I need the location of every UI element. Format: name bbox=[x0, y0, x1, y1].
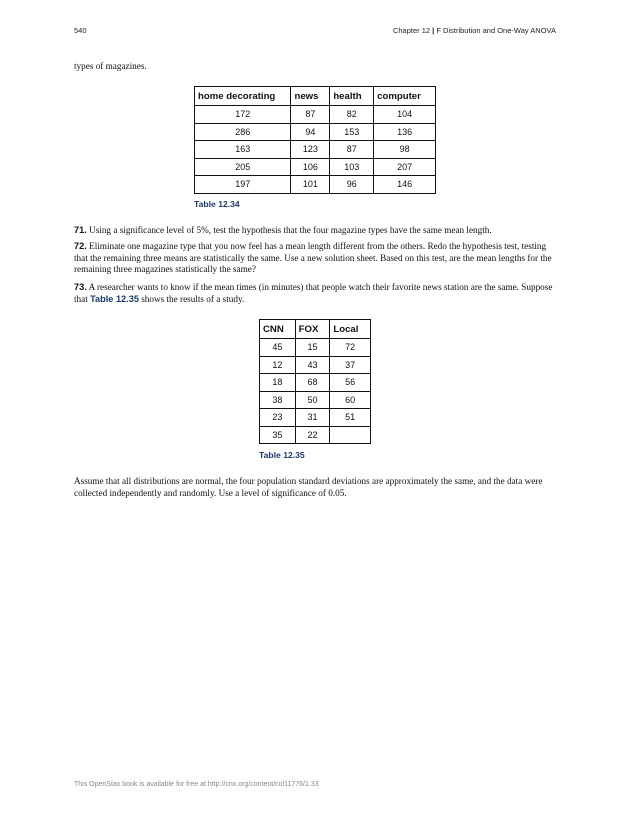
problem-73-number: 73. bbox=[74, 282, 87, 292]
closing-text: Assume that all distributions are normal, the four population standard deviations are approximately the same, and the data were collected independently and randomly. Use a level of significance of 0.05. bbox=[74, 476, 543, 498]
table-cell: 98 bbox=[374, 141, 436, 159]
table-cell: 12 bbox=[260, 356, 296, 374]
table-cell: 106 bbox=[291, 158, 330, 176]
table-cell: 94 bbox=[291, 123, 330, 141]
table-cell: 60 bbox=[330, 391, 371, 409]
chapter-title: F Distribution and One-Way ANOVA bbox=[436, 26, 556, 35]
running-header bbox=[393, 26, 556, 35]
table-row bbox=[260, 339, 371, 357]
table-row bbox=[260, 374, 371, 392]
table-cell: 23 bbox=[260, 409, 296, 427]
table-cell: 104 bbox=[374, 106, 436, 124]
table-cell: 146 bbox=[374, 176, 436, 194]
problem-73 bbox=[74, 282, 558, 305]
problem-73-text-before: A researcher wants to know if the mean times (in minutes) that people watch their favorite news station are the same. Suppose that bbox=[74, 282, 553, 304]
table-cell: 197 bbox=[195, 176, 291, 194]
table-cell: 43 bbox=[295, 356, 330, 374]
table-row bbox=[195, 176, 436, 194]
table-cell: 18 bbox=[260, 374, 296, 392]
table-cell: 50 bbox=[295, 391, 330, 409]
column-header: CNN bbox=[260, 320, 296, 339]
table-12-35 bbox=[259, 319, 371, 444]
table-cell: 15 bbox=[295, 339, 330, 357]
table-cell bbox=[330, 426, 371, 444]
page-number: 540 bbox=[74, 26, 87, 35]
table-cell: 22 bbox=[295, 426, 330, 444]
problem-71 bbox=[74, 225, 558, 237]
header-separator: | bbox=[432, 26, 435, 35]
table-row bbox=[195, 141, 436, 159]
table-cell: 172 bbox=[195, 106, 291, 124]
table-cell: 87 bbox=[291, 106, 330, 124]
table-row bbox=[260, 426, 371, 444]
footer-note: This OpenStax book is available for free at http://cnx.org/content/col11776/1.33 bbox=[74, 781, 319, 788]
problem-72-number: 72. bbox=[74, 241, 87, 251]
table-cell: 136 bbox=[374, 123, 436, 141]
table-row bbox=[260, 409, 371, 427]
table-cell: 51 bbox=[330, 409, 371, 427]
table-header-row bbox=[260, 320, 371, 339]
column-header: FOX bbox=[295, 320, 330, 339]
table-cell: 37 bbox=[330, 356, 371, 374]
chapter-label: Chapter 12 bbox=[392, 26, 431, 35]
table-12-35-caption: Table 12.35 bbox=[259, 450, 305, 460]
table-header-row bbox=[195, 87, 436, 106]
table-cell: 286 bbox=[195, 123, 291, 141]
column-header: home decorating bbox=[195, 87, 291, 106]
table-cell: 87 bbox=[330, 141, 374, 159]
table-cell: 123 bbox=[291, 141, 330, 159]
column-header: health bbox=[330, 87, 374, 106]
table-row bbox=[260, 356, 371, 374]
column-header: Local bbox=[330, 320, 371, 339]
table-row bbox=[195, 158, 436, 176]
problem-73-text-after: shows the results of a study. bbox=[138, 293, 245, 304]
table-cell: 38 bbox=[260, 391, 296, 409]
table-cell: 45 bbox=[260, 339, 296, 357]
table-row bbox=[195, 123, 436, 141]
table-cell: 153 bbox=[330, 123, 374, 141]
table-cell: 68 bbox=[295, 374, 330, 392]
problem-72-text: Eliminate one magazine type that you now feel has a mean length different from the others. Redo the hypothesis test, testing that the remaining three means are statistically the same. Use a new solution sheet. Based on this test, are the mean lengths for the remaining three magazines statistically the same? bbox=[74, 241, 552, 275]
table-12-34-caption: Table 12.34 bbox=[194, 199, 240, 209]
table-cell: 56 bbox=[330, 374, 371, 392]
table-cell: 205 bbox=[195, 158, 291, 176]
table-cell: 96 bbox=[330, 176, 374, 194]
table-row bbox=[195, 106, 436, 124]
table-row bbox=[260, 391, 371, 409]
table-12-35-link[interactable]: Table 12.35 bbox=[90, 293, 139, 304]
table-cell: 72 bbox=[330, 339, 371, 357]
table-cell: 82 bbox=[330, 106, 374, 124]
column-header: news bbox=[291, 87, 330, 106]
table-cell: 207 bbox=[374, 158, 436, 176]
intro-text: types of magazines. bbox=[74, 61, 147, 71]
table-12-34 bbox=[194, 86, 436, 194]
table-cell: 35 bbox=[260, 426, 296, 444]
table-cell: 103 bbox=[330, 158, 374, 176]
table-cell: 101 bbox=[291, 176, 330, 194]
problem-72 bbox=[74, 241, 558, 276]
table-cell: 31 bbox=[295, 409, 330, 427]
problem-71-text: Using a significance level of 5%, test the hypothesis that the four magazine types have the same mean length. bbox=[89, 225, 492, 235]
table-cell: 163 bbox=[195, 141, 291, 159]
problem-71-number: 71. bbox=[74, 225, 87, 235]
column-header: computer bbox=[374, 87, 436, 106]
